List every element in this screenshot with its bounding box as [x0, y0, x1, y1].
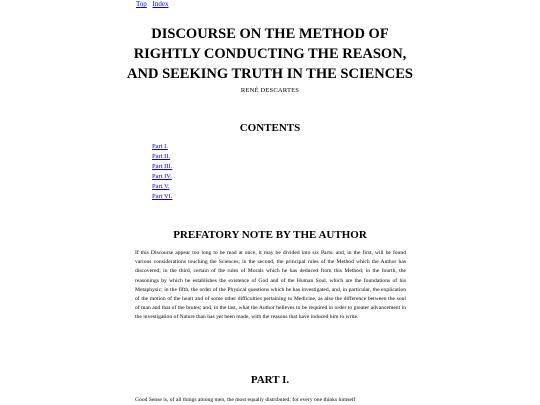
table-of-contents — [152, 142, 172, 202]
title-line-1: DISCOURSE ON THE METHOD OF — [151, 26, 389, 42]
toc-link-part-1[interactable]: Part I. — [152, 143, 168, 150]
toc-link-part-6[interactable]: Part VI. — [152, 193, 173, 200]
prefatory-note-text: If this Discourse appear too long to be read at once, it may be divided into six Parts: and, in the first, will be found various considerations touching the Sciences; in the second, the principal rules of the Method which the Author has discovered; in the third, certain of the rules of Morals which he has deduced from this Method; in the fourth, the reasonings by which he establishes the existence of God and of the Human Soul, which are the foundations of his Metaphysic; in the fifth, the order of the Physical questions which he has investigated, and, in particular, the explication of the motion of the heart and of some other difficulties pertaining to Medicine, as also the difference between the soul of man and that of the brutes; and, in the last, what the Author believes to be required in order to greater advancement in the investigation of Nature than has yet been made, with the reasons that have induced him to write. — [135, 250, 406, 321]
top-link[interactable]: Top — [136, 0, 147, 8]
part-1-heading: PART I. — [250, 374, 290, 386]
document-title — [0, 24, 540, 84]
toc-item — [152, 162, 172, 172]
toc-item — [152, 192, 172, 202]
prefatory-note-heading: PREFATORY NOTE BY THE AUTHOR — [173, 229, 367, 241]
part-1-text: Good Sense is, of all things among men, the most equally distributed; for every one thinks himself — [135, 397, 356, 403]
contents-heading: CONTENTS — [239, 122, 301, 134]
toc-link-part-5[interactable]: Part V. — [152, 183, 170, 190]
toc-item — [152, 182, 172, 192]
top-navigation — [136, 0, 173, 9]
toc-item — [152, 172, 172, 182]
title-line-3: AND SEEKING TRUTH IN THE SCIENCES — [127, 66, 413, 82]
toc-link-part-4[interactable]: Part IV. — [152, 173, 172, 180]
toc-link-part-3[interactable]: Part III. — [152, 163, 173, 170]
toc-item — [152, 152, 172, 162]
toc-item — [152, 142, 172, 152]
toc-link-part-2[interactable]: Part II. — [152, 153, 171, 160]
title-line-2: RIGHTLY CONDUCTING THE REASON, — [133, 46, 407, 62]
index-link[interactable]: Index — [152, 0, 169, 8]
author-name: RENÉ DESCARTES — [240, 87, 300, 94]
